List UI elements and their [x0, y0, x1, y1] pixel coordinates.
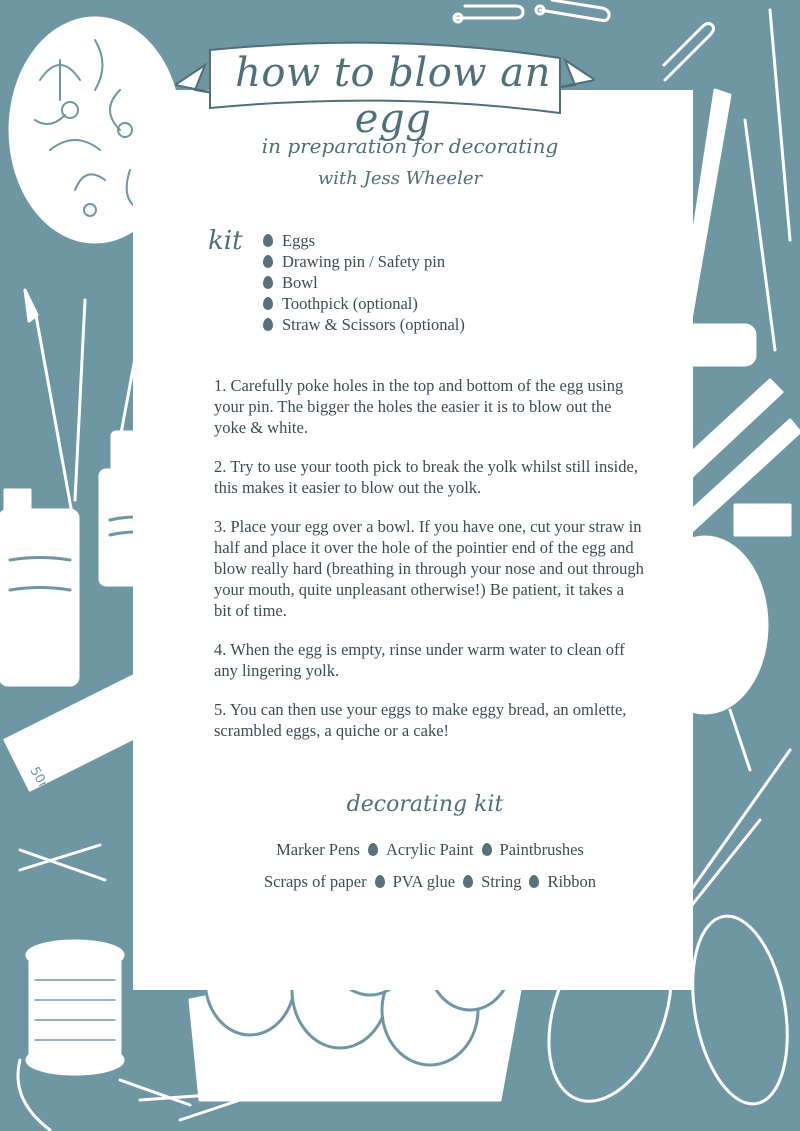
- decorating-item: Paintbrushes: [499, 840, 584, 859]
- bullet-drop-icon: [463, 875, 473, 888]
- bullet-drop-icon: [263, 255, 273, 268]
- decorating-item: Marker Pens: [276, 840, 360, 859]
- bullet-drop-icon: [368, 843, 378, 856]
- list-item: Drawing pin / Safety pin: [262, 251, 465, 272]
- thread-spool-icon: [18, 941, 123, 1130]
- subtitle: in preparation for decorating: [261, 134, 559, 158]
- step-4: 4. When the egg is empty, rinse under warm water to clean off any lingering yolk.: [214, 640, 625, 680]
- decorating-item: Acrylic Paint: [385, 840, 474, 859]
- decorating-kit-row-1: [200, 840, 660, 860]
- bullet-drop-icon: [263, 234, 273, 247]
- decorating-item: PVA glue: [392, 872, 456, 891]
- decorating-item: Scraps of paper: [263, 872, 367, 891]
- bullet-drop-icon: [482, 843, 492, 856]
- safety-pins-left-icon: [20, 845, 105, 880]
- decorating-item: Ribbon: [547, 872, 597, 891]
- decorating-kit-row-2: [200, 872, 660, 892]
- bullet-drop-icon: [529, 875, 539, 888]
- bullet-drop-icon: [263, 318, 273, 331]
- step-3: 3. Place your egg over a bowl. If you have one, cut your straw in half and place it over the hole of the pointier end of the egg and blow really hard (breathing in through your nose and out through your mouth, quite unpleasant otherwise!) Be patient, it takes a bit of time.: [214, 517, 644, 620]
- step-2: 2. Try to use your tooth pick to break the yolk whilst still inside, this makes it easier to blow out the yolk.: [214, 457, 638, 497]
- decorating-kit-heading: decorating kit: [346, 792, 504, 817]
- kit-list: [262, 230, 465, 335]
- bullet-drop-icon: [263, 276, 273, 289]
- step-1: 1. Carefully poke holes in the top and bottom of the egg using your pin. The bigger the holes the easier it is to blow out the yoke & white.: [214, 376, 624, 437]
- list-item: Straw & Scissors (optional): [262, 314, 465, 335]
- decorating-item: String: [481, 872, 522, 891]
- byline: with Jess Wheeler: [317, 168, 483, 189]
- bullet-drop-icon: [263, 297, 273, 310]
- instructions: [214, 375, 644, 759]
- bullet-drop-icon: [375, 875, 385, 888]
- kit-heading: kit: [208, 226, 243, 256]
- page-title: how to blow an egg: [235, 50, 551, 142]
- list-item: Bowl: [262, 272, 465, 293]
- step-5: 5. You can then use your eggs to make eggy bread, an omlette, scrambled eggs, a quiche or a cake!: [214, 700, 627, 740]
- list-item: Eggs: [262, 230, 465, 251]
- list-item: Toothpick (optional): [262, 293, 465, 314]
- tube-size-label: 50ml: [26, 764, 56, 801]
